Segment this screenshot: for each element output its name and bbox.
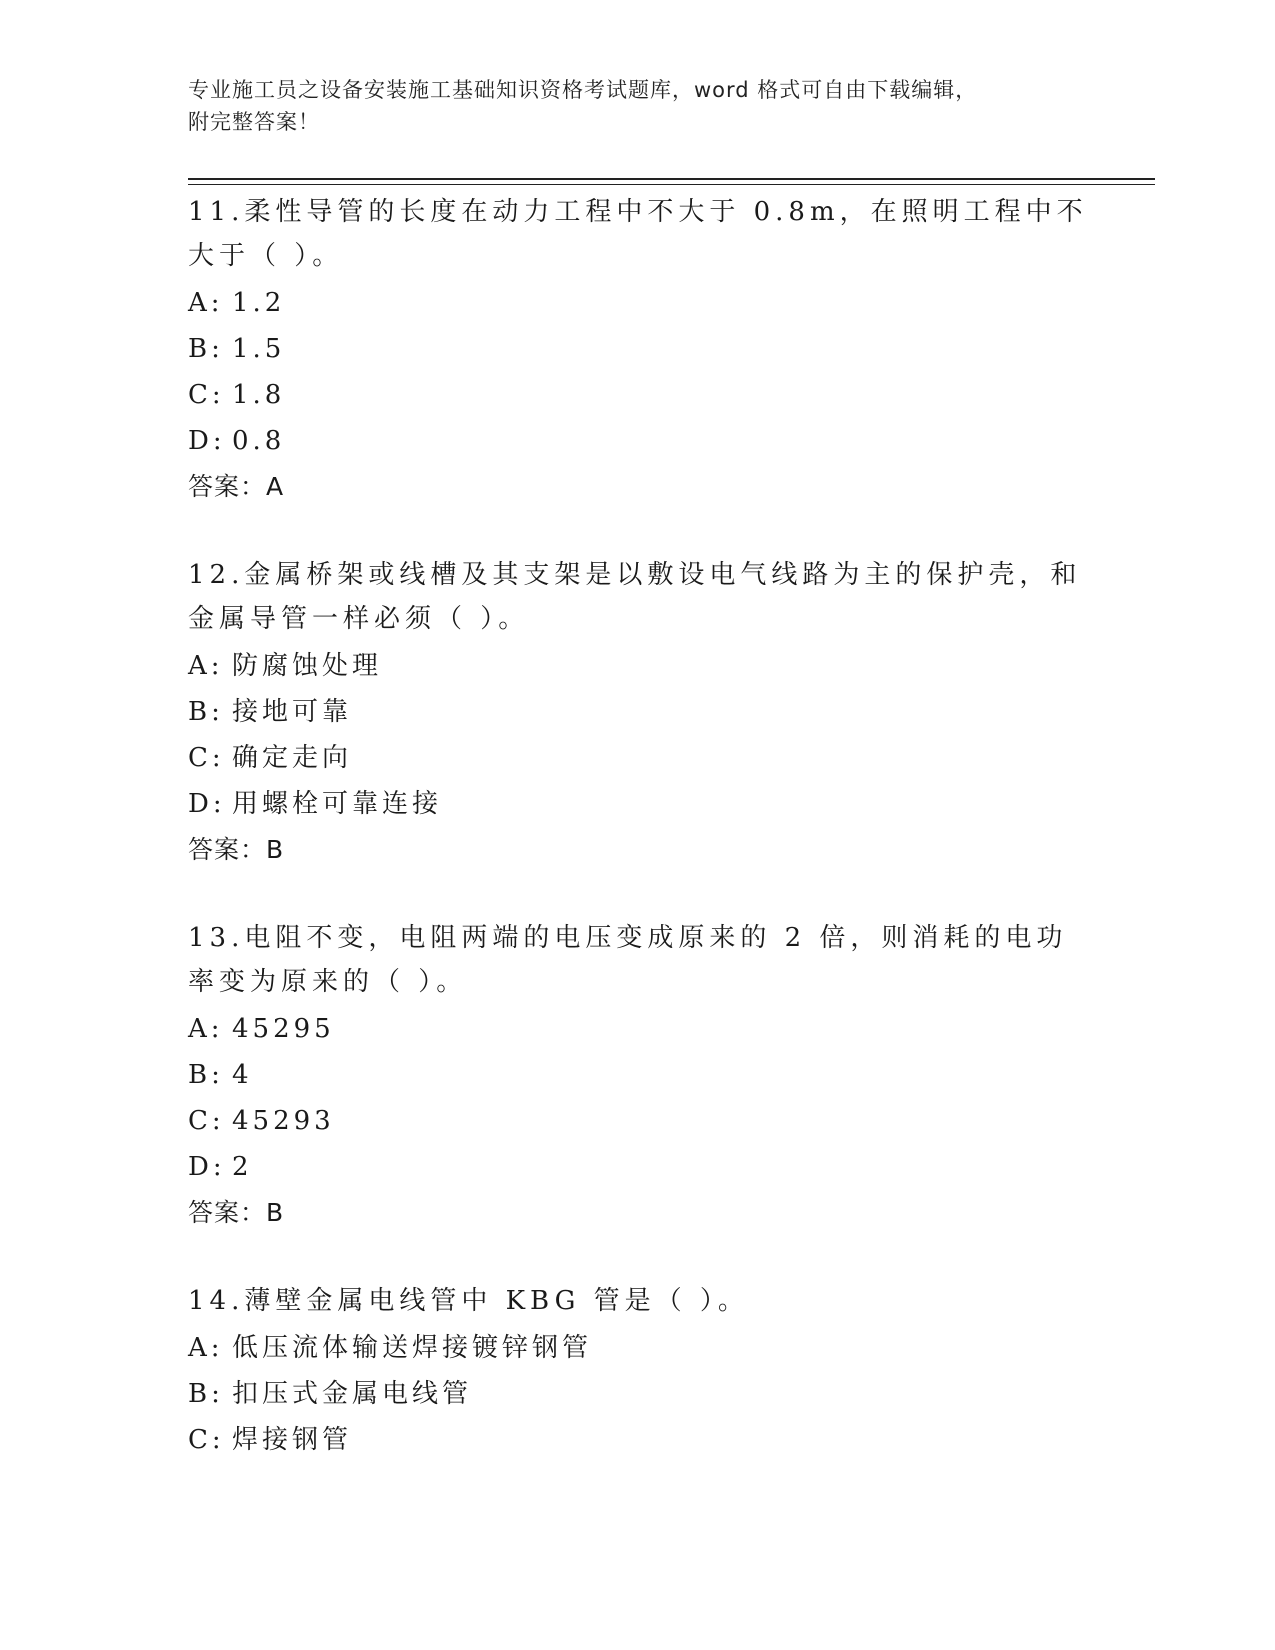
option-text: 2 — [232, 1152, 253, 1182]
option-text: 扣压式金属电线管 — [232, 1379, 473, 1409]
option-key: C: — [188, 743, 225, 773]
option-key: D: — [188, 426, 226, 456]
option-key: A: — [188, 1333, 224, 1363]
option-text: 1.8 — [232, 380, 286, 410]
option-text: 接地可靠 — [232, 697, 353, 727]
option-c — [188, 372, 1088, 418]
question-14 — [188, 1279, 1088, 1463]
option-key: D: — [188, 1152, 226, 1182]
option-key: A: — [188, 288, 224, 318]
option-key: B: — [188, 334, 224, 364]
question-13 — [188, 916, 1088, 1236]
option-text: 0.8 — [232, 426, 286, 456]
question-stem: 12.金属桥架或线槽及其支架是以敷设电气线路为主的保护壳，和金属导管一样必须（ ）。 — [188, 560, 1082, 634]
option-c — [188, 1098, 1088, 1144]
option-b — [188, 1052, 1088, 1098]
question-11 — [188, 190, 1088, 510]
header-line-2: 附完整答案！ — [188, 110, 320, 134]
option-key: C: — [188, 1106, 225, 1136]
option-text: 45295 — [232, 1014, 335, 1044]
option-text: 1.5 — [232, 334, 286, 364]
option-c — [188, 735, 1088, 781]
question-stem: 14.薄壁金属电线管中 KBG 管是（ ）。 — [188, 1286, 749, 1316]
header-line-1: 专业施工员之设备安装施工基础知识资格考试题库，word 格式可自由下载编辑， — [188, 78, 978, 102]
option-key: C: — [188, 380, 225, 410]
option-text: 低压流体输送焊接镀锌钢管 — [232, 1333, 593, 1363]
option-b — [188, 689, 1088, 735]
option-text: 防腐蚀处理 — [232, 651, 383, 681]
question-12 — [188, 553, 1088, 873]
question-list — [188, 190, 1088, 1506]
option-text: 用螺栓可靠连接 — [232, 789, 443, 819]
option-key: B: — [188, 697, 224, 727]
option-a — [188, 643, 1088, 689]
option-b — [188, 326, 1088, 372]
answer-label: 答案：B — [188, 1198, 285, 1227]
header-divider-thick — [188, 178, 1155, 180]
answer-label: 答案：A — [188, 472, 285, 501]
option-key: B: — [188, 1379, 224, 1409]
answer-label: 答案：B — [188, 835, 285, 864]
option-a — [188, 280, 1088, 326]
option-d — [188, 781, 1088, 827]
option-b — [188, 1371, 1088, 1417]
question-stem: 11.柔性导管的长度在动力工程中不大于 0.8m，在照明工程中不大于（ ）。 — [188, 197, 1088, 271]
option-c — [188, 1417, 1088, 1463]
option-key: D: — [188, 789, 226, 819]
option-d — [188, 1144, 1088, 1190]
option-key: A: — [188, 651, 224, 681]
document-header — [188, 74, 1088, 138]
option-key: C: — [188, 1425, 225, 1455]
question-stem: 13.电阻不变，电阻两端的电压变成原来的 2 倍，则消耗的电功率变为原来的（ ）。 — [188, 923, 1068, 997]
option-text: 45293 — [232, 1106, 335, 1136]
option-key: A: — [188, 1014, 224, 1044]
option-a — [188, 1325, 1088, 1371]
option-text: 焊接钢管 — [232, 1425, 353, 1455]
option-text: 1.2 — [232, 288, 286, 318]
option-text: 4 — [232, 1060, 253, 1090]
option-d — [188, 418, 1088, 464]
option-text: 确定走向 — [232, 743, 353, 773]
option-key: B: — [188, 1060, 224, 1090]
option-a — [188, 1006, 1088, 1052]
header-divider-thin — [188, 184, 1155, 185]
